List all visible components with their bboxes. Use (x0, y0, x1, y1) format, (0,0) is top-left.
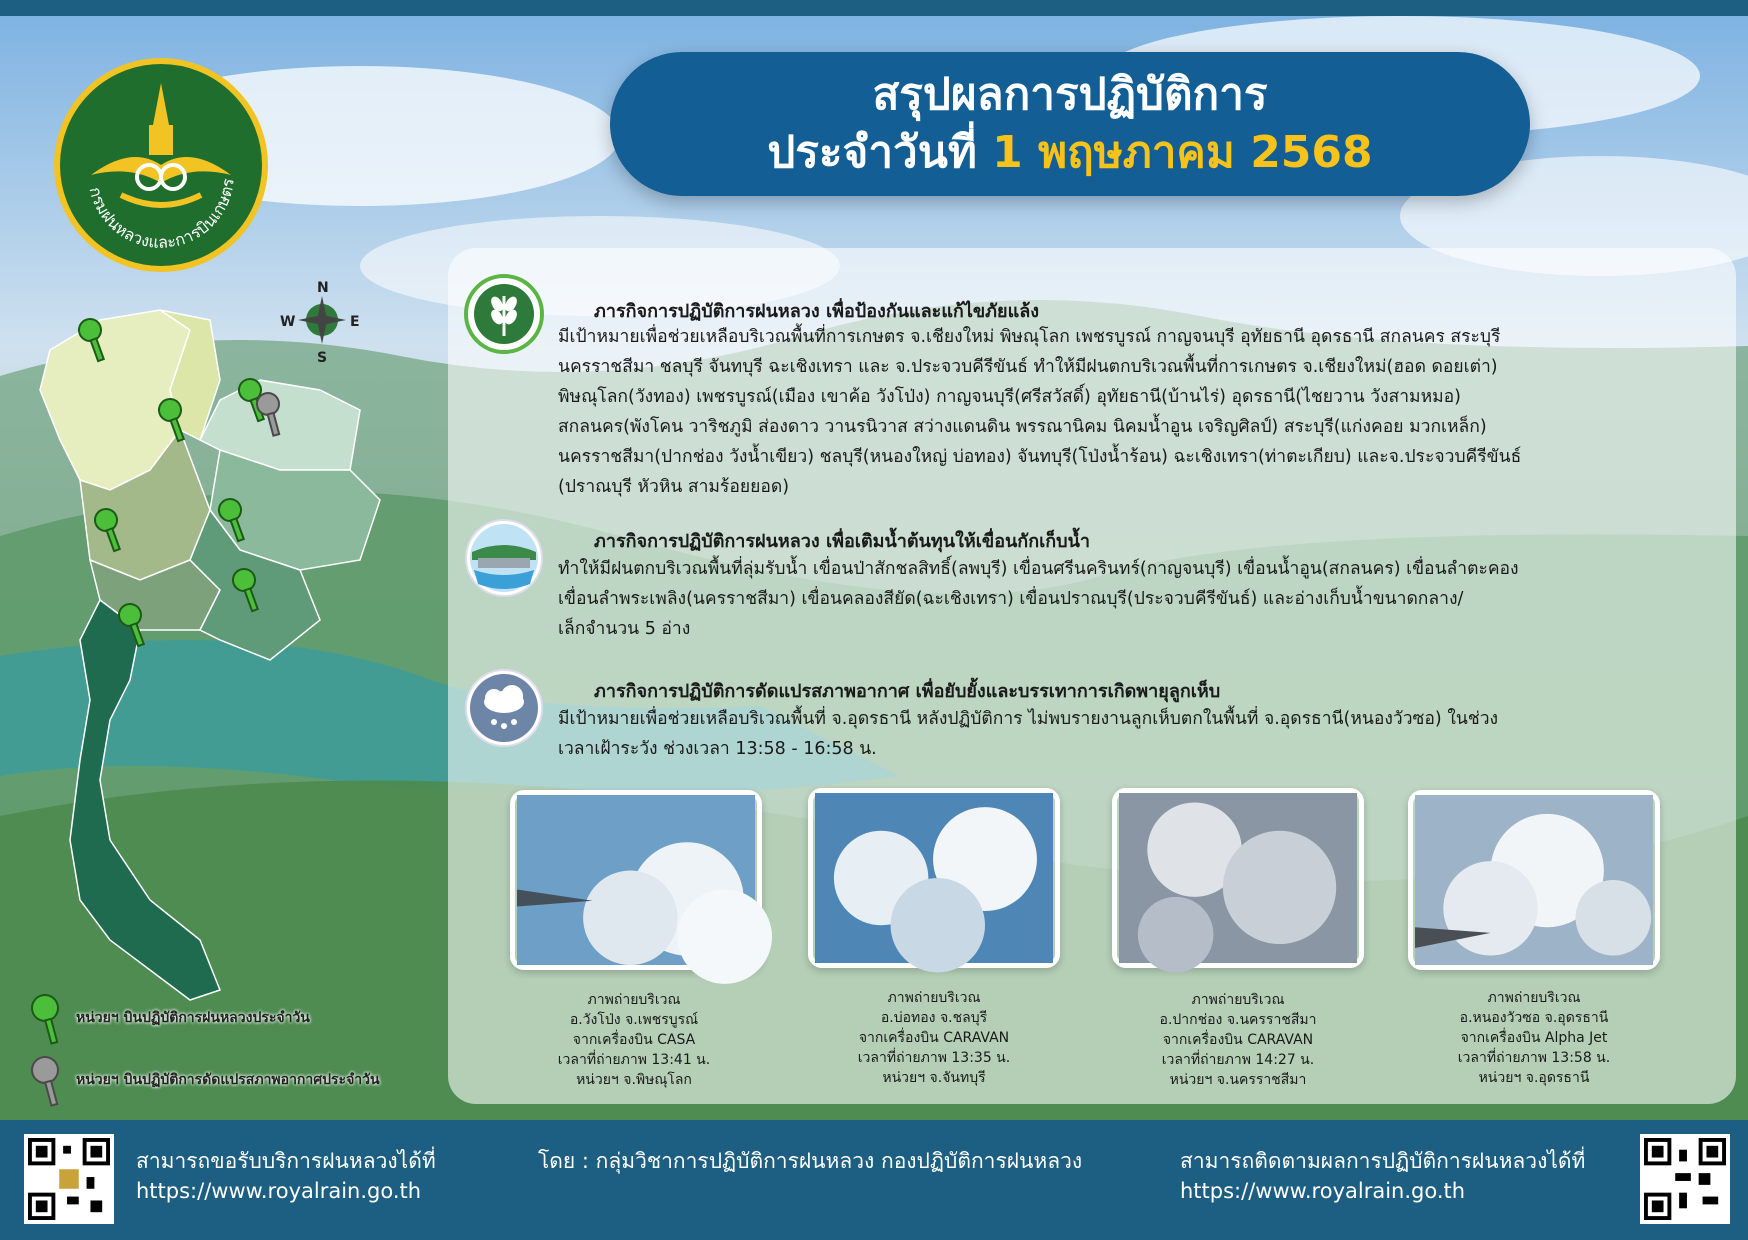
legend-rain-label: หน่วยฯ บินปฏิบัติการฝนหลวงประจำวัน (76, 1010, 310, 1026)
content-panel (448, 248, 1736, 1104)
wheat-icon (464, 274, 544, 354)
caption-line: ภาพถ่ายบริเวณ (1487, 990, 1581, 1006)
caption-line: หน่วยฯ จ.นครราชสีมา (1169, 1072, 1307, 1088)
title-date: 1 พฤษภาคม 2568 (992, 127, 1373, 178)
department-logo (54, 58, 268, 272)
gray-pin-icon (22, 1052, 68, 1108)
logo-ring-text (60, 64, 262, 266)
qr-code-left[interactable] (24, 1134, 114, 1224)
qr-code-icon (1644, 1138, 1726, 1220)
caption-line: หน่วยฯ จ.พิษณุโลก (576, 1072, 692, 1088)
svg-text:S: S (317, 350, 328, 366)
cloud-photo-2 (808, 788, 1060, 968)
cloud-photo-image (813, 793, 1055, 963)
caption-line: เวลาที่ถ่ายภาพ 14:27 น. (1161, 1052, 1315, 1068)
green-pin-icon (22, 990, 68, 1046)
cloud-photo-1 (510, 790, 762, 970)
caption-line: อ.หนองวัวซอ จ.อุดรธานี (1459, 1010, 1609, 1026)
caption-line: จากเครื่องบิน CARAVAN (1162, 1032, 1314, 1048)
dam-heading: ภารกิจการปฏิบัติการฝนหลวง เพื่อเติมน้ำต้นทุนให้เขื่อนกักเก็บน้ำ (594, 531, 1090, 552)
legend-weather-label: หน่วยฯ บินปฏิบัติการดัดแปรสภาพอากาศประจำวัน (76, 1072, 380, 1088)
cloud-photo-image (515, 795, 757, 965)
caption-line: ภาพถ่ายบริเวณ (587, 992, 681, 1008)
dam-line: ทำให้มีฝนตกบริเวณพื้นที่ลุ่มรับน้ำ เขื่อนป่าสักชลสิทธิ์(ลพบุรี) เขื่อนศรีนครินทร์(กาญจนบุรี) เขื่อนน้ำอูน(สกลนคร) เขื่อนลำตะคอง (558, 559, 1519, 579)
dam-icon (464, 518, 544, 598)
footer-follow-link[interactable]: https://www.royalrain.go.th (1180, 1179, 1466, 1203)
cloud-photo-3 (1112, 788, 1364, 968)
footer-follow-label: สามารถติดตามผลการปฏิบัติการฝนหลวงได้ที่ (1180, 1149, 1586, 1173)
legend-rain (22, 990, 442, 1046)
thailand-map (20, 280, 460, 1060)
caption-line: จากเครื่องบิน CARAVAN (858, 1030, 1010, 1046)
drought-line: นครราชสีมา(ปากช่อง วังน้ำเขียว) ชลบุรี(หนองใหญ่ บ่อทอง) จันทบุรี(โป่งน้ำร้อน) ฉะเชิงเทรา(ท่าตะเกียบ) และจ.ประจวบคีรีขันธ์ (558, 447, 1522, 467)
caption-line: จากเครื่องบิน CASA (572, 1032, 696, 1048)
dam-line: เล็กจำนวน 5 อ่าง (558, 619, 691, 639)
cloud-photo-image (1117, 793, 1359, 963)
photo-caption-4 (1404, 988, 1664, 1088)
hail-cloud-icon (464, 668, 544, 748)
title-banner (610, 52, 1530, 196)
page-title: สรุปผลการปฏิบัติการ (872, 69, 1268, 120)
footer-service-link[interactable]: https://www.royalrain.go.th (136, 1179, 422, 1203)
cloud-photo-image (1413, 795, 1655, 965)
drought-line: นครราชสีมา ชลบุรี จันทบุรี ฉะเชิงเทรา และ จ.ประจวบคีรีขันธ์ ทำให้มีฝนตกบริเวณพื้นที่การเกษตร จ.เชียงใหม่(ฮอด ดอยเต่า) (558, 357, 1498, 377)
caption-line: ภาพถ่ายบริเวณ (887, 990, 981, 1006)
title-date-prefix: ประจำวันที่ (767, 127, 993, 178)
dam-line: เขื่อนลำพระเพลิง(นครราชสีมา) เขื่อนคลองสียัด(ฉะเชิงเทรา) เขื่อนปราณบุรี(ประจวบคีรีขันธ์) และอ่างเก็บน้ำขนาดกลาง/ (558, 589, 1464, 609)
thailand-map-illustration (20, 280, 460, 1060)
hail-heading: ภารกิจการปฏิบัติการดัดแปรสภาพอากาศ เพื่อยับยั้งและบรรเทาการเกิดพายุลูกเห็บ (594, 681, 1221, 702)
drought-line: สกลนคร(พังโคน วาริชภูมิ ส่องดาว วานรนิวาส สว่างแดนดิน พรรณานิคม นิคมน้ำอูน เจริญศิลป์) สระบุรี(แก่งคอย มวกเหล็ก) (558, 417, 1487, 437)
caption-line: อ.วังโป่ง จ.เพชรบูรณ์ (569, 1012, 699, 1028)
svg-text:กรมฝนหลวงและการบินเกษตร: กรมฝนหลวงและการบินเกษตร (85, 177, 238, 252)
page-subtitle (767, 124, 1372, 182)
photo-caption-2 (804, 988, 1064, 1088)
caption-line: เวลาที่ถ่ายภาพ 13:41 น. (557, 1052, 711, 1068)
drought-line: พิษณุโลก(วังทอง) เพชรบูรณ์(เมือง เขาค้อ วังโป่ง) กาญจนบุรี(ศรีสวัสดิ์) อุทัยธานี(บ้านไร่) อุดรธานี(ไชยวาน วังสามหมอ) (558, 387, 1462, 407)
photo-caption-1 (504, 990, 764, 1090)
hail-line: เวลาเฝ้าระวัง ช่วงเวลา 13:58 - 16:58 น. (558, 739, 877, 759)
caption-line: จากเครื่องบิน Alpha Jet (1460, 1030, 1608, 1046)
drought-body (558, 322, 1726, 502)
caption-line: หน่วยฯ จ.จันทบุรี (882, 1070, 986, 1086)
drought-line: (ปราณบุรี หัวหิน สามร้อยยอด) (558, 477, 790, 497)
cloud-photo-4 (1408, 790, 1660, 970)
dam-body (558, 554, 1726, 644)
qr-code-icon (28, 1138, 110, 1220)
hail-body (558, 704, 1726, 764)
caption-line: เวลาที่ถ่ายภาพ 13:35 น. (857, 1050, 1011, 1066)
caption-line: อ.ปากช่อง จ.นครราชสีมา (1159, 1012, 1317, 1028)
svg-text:E: E (350, 314, 360, 330)
svg-text:W: W (280, 314, 296, 330)
caption-line: อ.บ่อทอง จ.ชลบุรี (880, 1010, 988, 1026)
photo-caption-3 (1108, 990, 1368, 1090)
caption-line: เวลาที่ถ่ายภาพ 13:58 น. (1457, 1050, 1611, 1066)
footer-service-label: สามารถขอรับบริการฝนหลวงได้ที่ (136, 1149, 436, 1173)
hail-line: มีเป้าหมายเพื่อช่วยเหลือบริเวณพื้นที่ จ.อุดรธานี หลังปฏิบัติการ ไม่พบรายงานลูกเห็บตกในพื้นที่ จ.อุดรธานี(หนองวัวซอ) ในช่วง (558, 709, 1499, 729)
top-strip (0, 0, 1748, 16)
drought-heading: ภารกิจการปฏิบัติการฝนหลวง เพื่อป้องกันและแก้ไขภัยแล้ง (594, 301, 1040, 322)
caption-line: ภาพถ่ายบริเวณ (1191, 992, 1285, 1008)
svg-text:N: N (317, 280, 329, 296)
legend-weather (22, 1052, 442, 1108)
footer-author: โดย : กลุ่มวิชาการปฏิบัติการฝนหลวง กองปฏิบัติการฝนหลวง (538, 1149, 1083, 1173)
qr-code-right[interactable] (1640, 1134, 1730, 1224)
drought-line: มีเป้าหมายเพื่อช่วยเหลือบริเวณพื้นที่การเกษตร จ.เชียงใหม่ พิษณุโลก เพชรบูรณ์ กาญจนบุรี อุทัยธานี อุดรธานี สกลนคร สระบุรี (558, 327, 1501, 347)
footer (0, 1120, 1748, 1240)
caption-line: หน่วยฯ จ.อุดรธานี (1478, 1070, 1590, 1086)
